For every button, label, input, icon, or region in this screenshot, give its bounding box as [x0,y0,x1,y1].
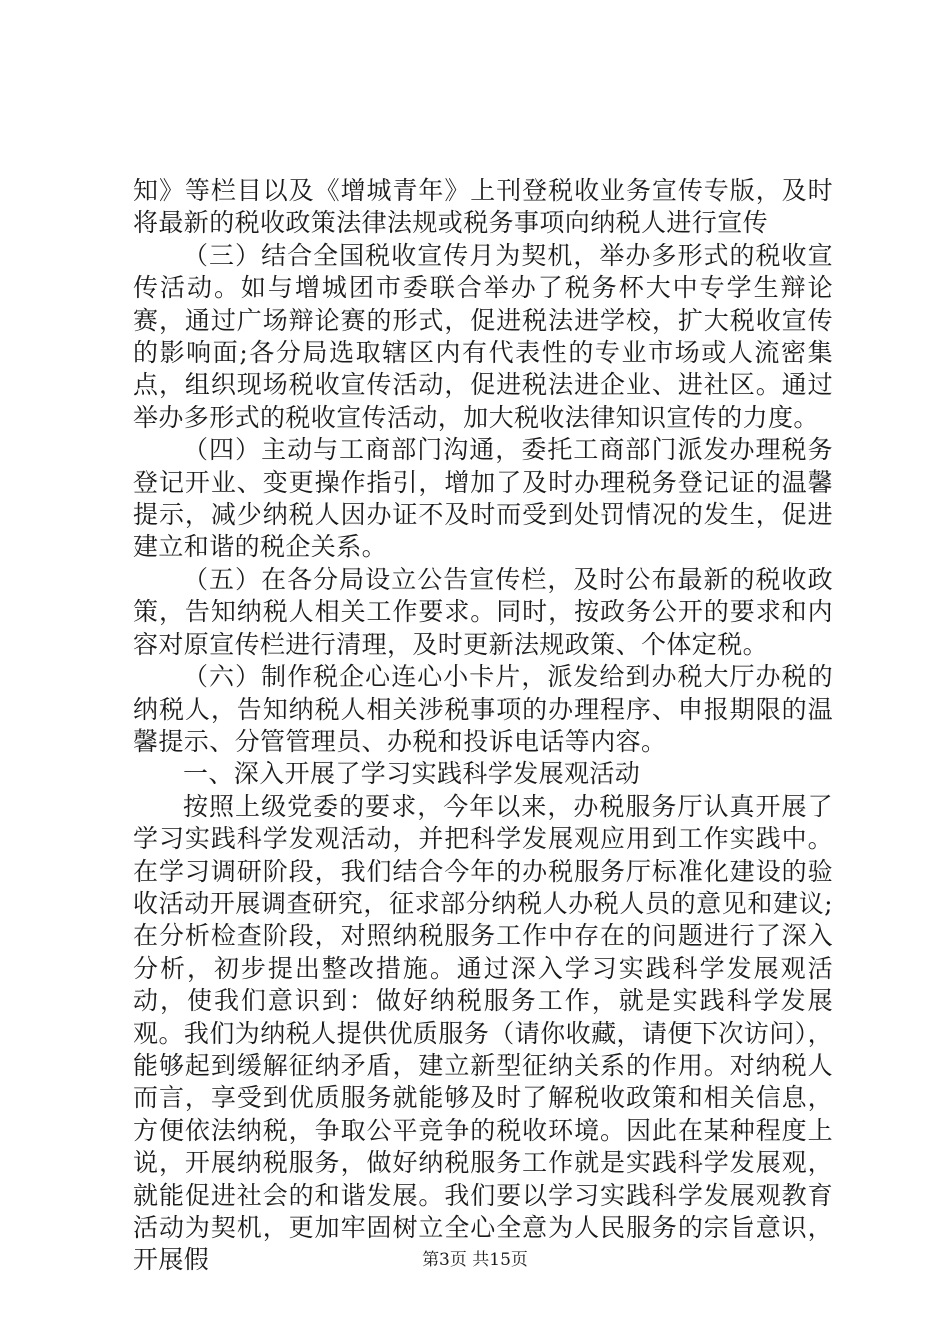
document-body [133,175,833,1277]
page-number-footer: 第3页 共15页 [422,1250,528,1270]
paragraph-item-6: （六）制作税企心连心小卡片，派发给到办税大厅办税的纳税人，告知纳税人相关涉税事项的办理程序、申报期限的温馨提示、分管管理员、办税和投诉电话等内容。 [133,662,833,756]
paragraph-item-5: （五）在各分局设立公告宣传栏，及时公布最新的税收政策，告知纳税人相关工作要求。同时，按政务公开的要求和内容对原宣传栏进行清理，及时更新法规政策、个体定税。 [133,564,833,659]
paragraph-section-body: 按照上级党委的要求，今年以来，办税服务厅认真开展了学习实践科学发观活动，并把科学发展观应用到工作实践中。在学习调研阶段，我们结合今年的办税服务厅标准化建设的验收活动开展调查研究，征求部分纳税人办税人员的意见和建议;在分析检查阶段，对照纳税服务工作中存在的问题进行了深入分析，初步提出整改措施。通过深入学习实践科学发展观活动，使我们意识到：做好纳税服务工作，就是实践科学发展观。我们为纳税人提供优质服务（请你收藏，请便下次访问），能够起到缓解征纳矛盾，建立新型征纳关系的作用。对纳税人而言，享受到优质服务就能够及时了解税收政策和相关信息，方便依法纳税，争取公平竞争的税收环境。因此在某种程度上说，开展纳税服务，做好纳税服务工作就是实践科学发展观，就能促进社会的和谐发展。我们要以学习实践科学发展观教育活动为契机，更加牢固树立全心全意为人民服务的宗旨意识，开展假 [133,791,833,1275]
paragraph-item-4: （四）主动与工商部门沟通，委托工商部门派发办理税务登记开业、变更操作指引，增加了及时办理税务登记证的温馨提示，减少纳税人因办证不及时而受到处罚情况的发生，促进建立和谐的税企关系。 [133,435,833,562]
paragraph-item-3: （三）结合全国税收宣传月为契机，举办多形式的税收宣传活动。如与增城团市委联合举办了税务杯大中专学生辩论赛，通过广场辩论赛的形式，促进税法进学校，扩大税收宣传的影响面;各分局选取辖区内有代表性的专业市场或人流密集点，组织现场税收宣传活动，促进税法进企业、进社区。通过举办多形式的税收宣传活动，加大税收法律知识宣传的力度。 [133,240,833,432]
section-heading: 一、深入开展了学习实践科学发展观活动 [183,759,641,789]
paragraph-continuation: 知》等栏目以及《增城青年》上刊登税收业务宣传专版，及时将最新的税收政策法律法规或税务事项向纳税人进行宣传 [133,176,833,238]
